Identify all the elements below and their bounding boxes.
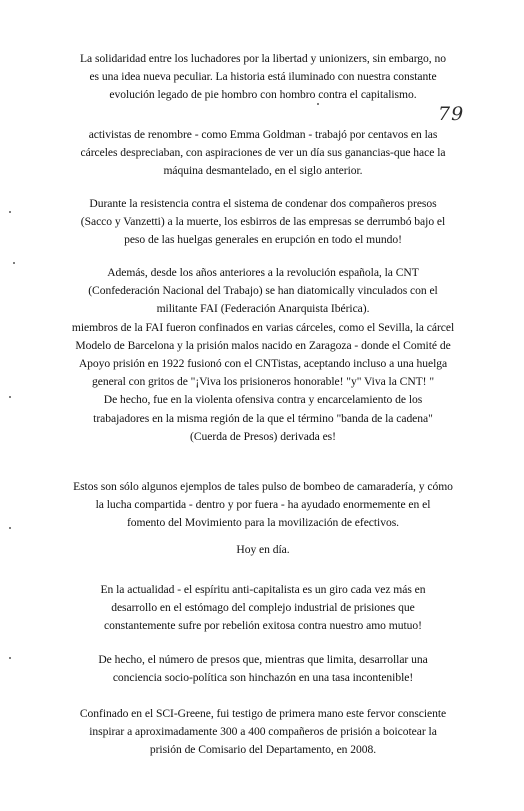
scan-speck (317, 103, 319, 105)
text-line: peso de las huelgas generales en erupción en todo el mundo! (124, 233, 402, 247)
text-line: De hecho, fue en la violenta ofensiva contra y encarcelamiento de los (103, 393, 423, 407)
text-line: evolución legado de pie hombro con hombro contra el capitalismo. (109, 88, 417, 102)
text-line: Confinado en el SCI-Greene, fui testigo de primera mano este fervor consciente (79, 707, 447, 720)
text-line: Además, desde los años anteriores a la revolución española, la CNT (107, 266, 419, 279)
text-line: Durante la resistencia contra el sistema de condenar dos compañeros presos (89, 197, 437, 210)
text-line: militante FAI (Federación Anarquista Ibérica). (156, 302, 370, 316)
text-line: trabajadores en la misma región de la que el término "banda de la cadena" (93, 411, 433, 425)
text-line: prisión de Comisario del Departamento, en 2008. (149, 743, 377, 757)
text-line: máquina desmantelado, en el siglo anterior. (163, 164, 363, 178)
text-line: desarrollo en el estómago del complejo industrial de prisiones que (111, 601, 415, 615)
paragraph-examples (38, 478, 488, 533)
text-line: (Cuerda de Presos) derivada es! (190, 429, 336, 443)
scan-speck (9, 211, 11, 213)
text-line: En la actualidad - el espíritu anti-capitalista es un giro cada vez más en (100, 583, 426, 596)
text-line: activistas de renombre - como Emma Goldman - trabajó por centavos en las (88, 128, 438, 141)
scan-speck (13, 262, 15, 264)
paragraph-today (38, 541, 488, 559)
scan-speck (9, 657, 11, 659)
paragraph-resistance (38, 195, 488, 250)
scan-speck (9, 527, 11, 529)
text-line: es una idea nueva peculiar. La historia está iluminado con nuestra constante (89, 70, 437, 84)
text-line: inspirar a aproximadamente 300 a 400 compañeros de prisión a boicotear la (89, 725, 437, 739)
handwritten-page-number: 79 (438, 103, 465, 125)
text-line: Modelo de Barcelona y la prisión malos nacido en Zaragoza - donde el Comité de (75, 338, 451, 352)
text-line: cárceles despreciaban, con aspiraciones de ver un día sus ganancias-que hace la (80, 146, 446, 160)
paragraph-sci-greene (38, 705, 488, 760)
text-line: miembros de la FAI fueron confinados en varias cárceles, como el Sevilla, la cárcel (71, 320, 455, 334)
text-line: (Sacco y Vanzetti) a la muerte, los esbirros de las empresas se derrumbó bajo el (80, 215, 446, 229)
text-line: Hoy en día. (236, 543, 290, 556)
text-line: conciencia socio-política son hinchazón en una tasa incontenible! (112, 671, 414, 685)
text-line: Estos son sólo algunos ejemplos de tales pulso de bombeo de camaradería, y cómo (73, 480, 453, 493)
text-line: la lucha compartida - dentro y por fuera - ha ayudado enormemente en el (95, 498, 431, 512)
text-line: La solidaridad entre los luchadores por la libertad y unionizers, sin embargo, no (80, 52, 446, 65)
text-line: (Confederación Nacional del Trabajo) se han diatomically vinculados con el (88, 284, 438, 298)
paragraph-anti-capitalist (38, 581, 488, 636)
paragraph-activists (38, 126, 488, 181)
text-line: fomento del Movimiento para la movilización de efectivos. (126, 516, 400, 530)
text-line: De hecho, el número de presos que, mientras que limita, desarrollar una (98, 653, 428, 666)
text-line: Apoyo prisión en 1922 fusionó con el CNTistas, aceptando incluso a una huelga (78, 357, 448, 371)
paragraph-prisoners (38, 651, 488, 687)
paragraph-cnt-fai (38, 264, 488, 446)
text-line: general con gritos de "¡Viva los prisioneros honorable! "y" Viva la CNT! " (91, 375, 435, 389)
text-line: constantemente sufre por rebelión exitosa contra nuestro amo mutuo! (104, 619, 422, 633)
paragraph-solidarity (38, 50, 488, 105)
scan-speck (9, 396, 11, 398)
